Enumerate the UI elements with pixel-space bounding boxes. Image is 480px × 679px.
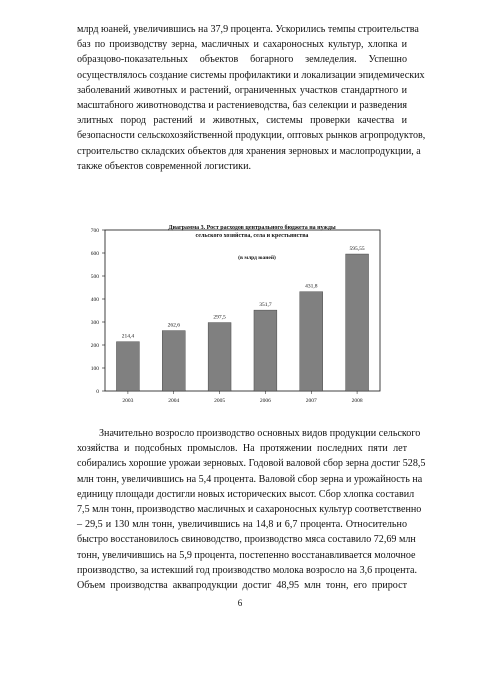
text-line: строительство складских объектов для хранения зерновых и маслопродукции, а [77, 145, 421, 157]
y-tick-label: 500 [90, 274, 99, 280]
bar-value-label: 214,4 [121, 333, 135, 340]
text-line: млн тонн, увеличившись на 5,4 процента. Валовой сбор зерна и урожайность на [77, 473, 423, 485]
text-line: Объем производства аквапродукции достиг 48,95 млн тонн, его прирост [77, 579, 407, 591]
paragraph-bottom [77, 426, 426, 593]
page-number: 6 [237, 598, 243, 608]
chart-title-line-1: Диаграмма 3. Рост расходов центрального бюджета на нужды [168, 225, 336, 231]
x-tick-label: 2007 [305, 398, 317, 404]
text-line: масштабного животноводства и растениеводства, баз селекции и разведения [77, 99, 407, 111]
bar-value-label: 431,8 [305, 283, 318, 290]
paragraph-top [77, 22, 426, 174]
bar-value-label: 351,7 [259, 302, 272, 309]
text-line: баз по производству зерна, масличных и сахароносных культур, хлопка и [77, 39, 407, 51]
text-line: Значительно возросло производство основных видов продукции сельского [99, 428, 421, 439]
text-line: элитных пород растений и животных, системы проверки качества и [77, 115, 407, 127]
bar-value-label: 595,55 [349, 246, 365, 253]
x-tick-label: 2005 [214, 398, 226, 404]
text-line: образцово-показательных объектов богарного земледелия. Успешно [77, 54, 407, 66]
y-tick-label: 400 [90, 297, 99, 303]
chart-title-line-2: сельского хозяйства, села и крестьянства [195, 233, 309, 239]
y-tick-label: 0 [96, 389, 99, 395]
y-tick-label: 300 [90, 320, 99, 326]
bar [346, 254, 369, 391]
chart-unit-label: (в млрд юаней) [238, 255, 276, 261]
chart-svg [75, 215, 395, 415]
bar-value-label: 297,5 [213, 314, 226, 321]
bar [254, 310, 277, 391]
x-tick-label: 2004 [168, 398, 180, 404]
bar [116, 342, 139, 391]
y-tick-label: 200 [90, 343, 99, 349]
bar-chart [75, 215, 395, 415]
y-tick-label: 100 [90, 366, 99, 372]
bar [162, 331, 185, 391]
text-line: собирались хорошие урожаи зерновых. Годовой валовой сбор зерна достиг 528,5 [77, 458, 426, 470]
text-line: хозяйства и подсобных промыслов. На протяжении последних пяти лет [77, 443, 407, 455]
text-line: также объектов современной логистики. [77, 160, 251, 172]
text-line: 7,5 млн тонн, производство масличных и сахароносных культур соответственно [77, 503, 422, 515]
text-line: быстро восстановилось свиноводство, производство мяса составило 72,69 млн [77, 534, 416, 546]
text-line: млрд юаней, увеличившись на 37,9 процента. Ускорились темпы строительства [77, 24, 419, 35]
x-tick-label: 2008 [351, 398, 363, 404]
bar [300, 292, 323, 391]
y-tick-label: 700 [90, 228, 99, 234]
text-line: осуществлялось создание системы профилактики и локализации эпидемических [77, 69, 425, 81]
bar [208, 323, 231, 391]
y-tick-label: 600 [90, 251, 99, 257]
text-line: безопасности сельскохозяйственной продукции, оптовых рынков агропродуктов, [77, 130, 426, 142]
text-line: единицу площади достигли новых исторических высот. Сбор хлопка составил [77, 488, 415, 500]
text-line: – 29,5 и 130 млн тонн, увеличившись на 14,8 и 6,7 процента. Относительно [77, 519, 407, 531]
text-line: заболеваний животных и растений, ограниченных участков стандартного и [77, 84, 407, 96]
x-tick-label: 2003 [122, 398, 134, 404]
bar-value-label: 262,6 [167, 322, 180, 329]
text-line: тонн, увеличившись на 5,9 процента, постепенно восстанавливается молочное [77, 549, 416, 561]
chart-plot-area [91, 228, 380, 404]
text-line: производство, за истекший год производство молока возросло на 3,6 процента. [77, 564, 418, 576]
x-tick-label: 2006 [259, 398, 271, 404]
